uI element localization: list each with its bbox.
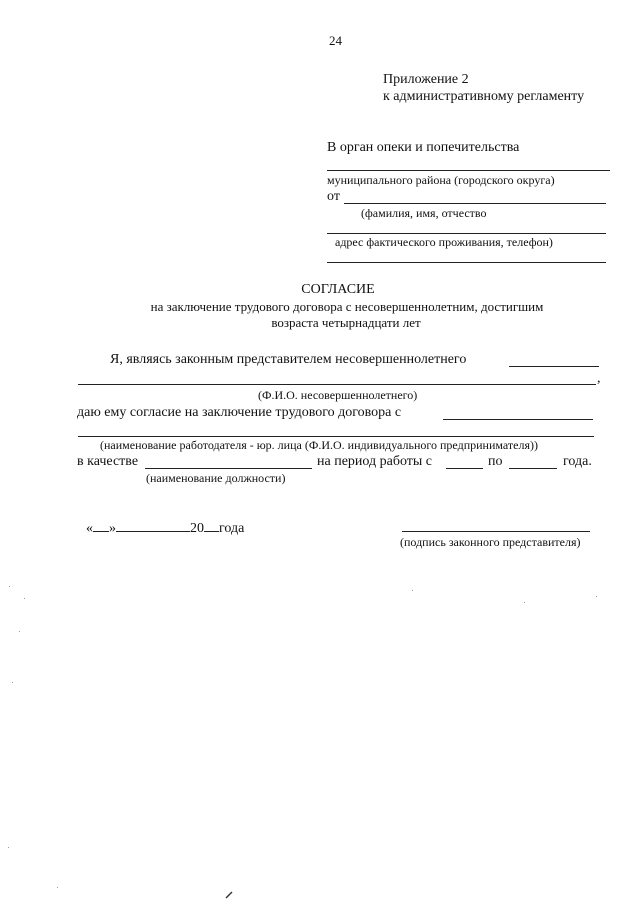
period-to-line <box>509 468 557 469</box>
signature-line <box>402 531 590 532</box>
document-subtitle-1: на заключение трудового договора с несовершеннолетним, достигшим <box>150 299 544 314</box>
municipal-hint: муниципального района (городского округа) <box>327 173 555 187</box>
date-day-blank <box>93 519 109 532</box>
fio-hint: (фамилия, имя, отчество <box>361 206 487 220</box>
comma: , <box>597 371 601 386</box>
as-label: в качестве <box>77 454 139 469</box>
scan-speck <box>412 590 413 591</box>
minor-name-hint: (Ф.И.О. несовершеннолетнего) <box>258 388 418 402</box>
representative-statement: Я, являясь законным представителем несовершеннолетнего <box>110 352 467 367</box>
page-number: 24 <box>329 33 342 48</box>
position-hint: (наименование должности) <box>146 471 286 485</box>
scan-speck <box>596 596 597 597</box>
document-title: СОГЛАСИЕ <box>301 282 375 297</box>
address-line-2 <box>327 262 606 263</box>
employer-hint: (наименование работодателя - юр. лица (Ф.И.О. индивидуального предпринимателя)) <box>100 438 538 452</box>
date-open-quote: « <box>86 521 93 536</box>
document-subtitle-2: возраста четырнадцати лет <box>271 315 421 330</box>
from-label: от <box>327 189 340 204</box>
scan-speck <box>8 847 9 848</box>
employer-line-2 <box>78 436 594 437</box>
employer-line-1 <box>443 419 593 420</box>
minor-name-line-2 <box>78 384 596 385</box>
scan-speck <box>9 586 10 587</box>
address-line <box>327 233 606 234</box>
appendix-subtitle: к административному регламенту <box>383 89 585 104</box>
scan-speck <box>24 598 25 599</box>
consent-statement: даю ему согласие на заключение трудового договора с <box>77 405 402 420</box>
date-year-prefix: 20 <box>190 521 204 536</box>
year-label: года. <box>563 454 592 469</box>
date-year-blank <box>204 519 219 532</box>
date-field <box>86 519 244 537</box>
period-label: на период работы с <box>317 454 433 469</box>
scan-speck <box>57 887 58 888</box>
scan-mark <box>224 890 236 900</box>
appendix-title: Приложение 2 <box>383 72 469 87</box>
signature-hint: (подпись законного представителя) <box>400 535 581 549</box>
period-to-label: по <box>488 454 503 469</box>
period-from-line <box>446 468 483 469</box>
minor-name-line-1 <box>509 366 599 367</box>
date-close-quote: » <box>109 521 116 536</box>
position-line <box>145 468 312 469</box>
address-hint: адрес фактического проживания, телефон) <box>335 235 553 249</box>
date-year-suffix: года <box>219 521 245 536</box>
from-line <box>344 203 606 204</box>
scan-speck <box>12 682 13 683</box>
addressee-to: В орган опеки и попечительства <box>327 140 520 155</box>
date-month-blank <box>116 519 190 532</box>
scan-speck <box>19 631 20 632</box>
scan-speck <box>524 602 525 603</box>
municipal-line <box>327 170 610 171</box>
